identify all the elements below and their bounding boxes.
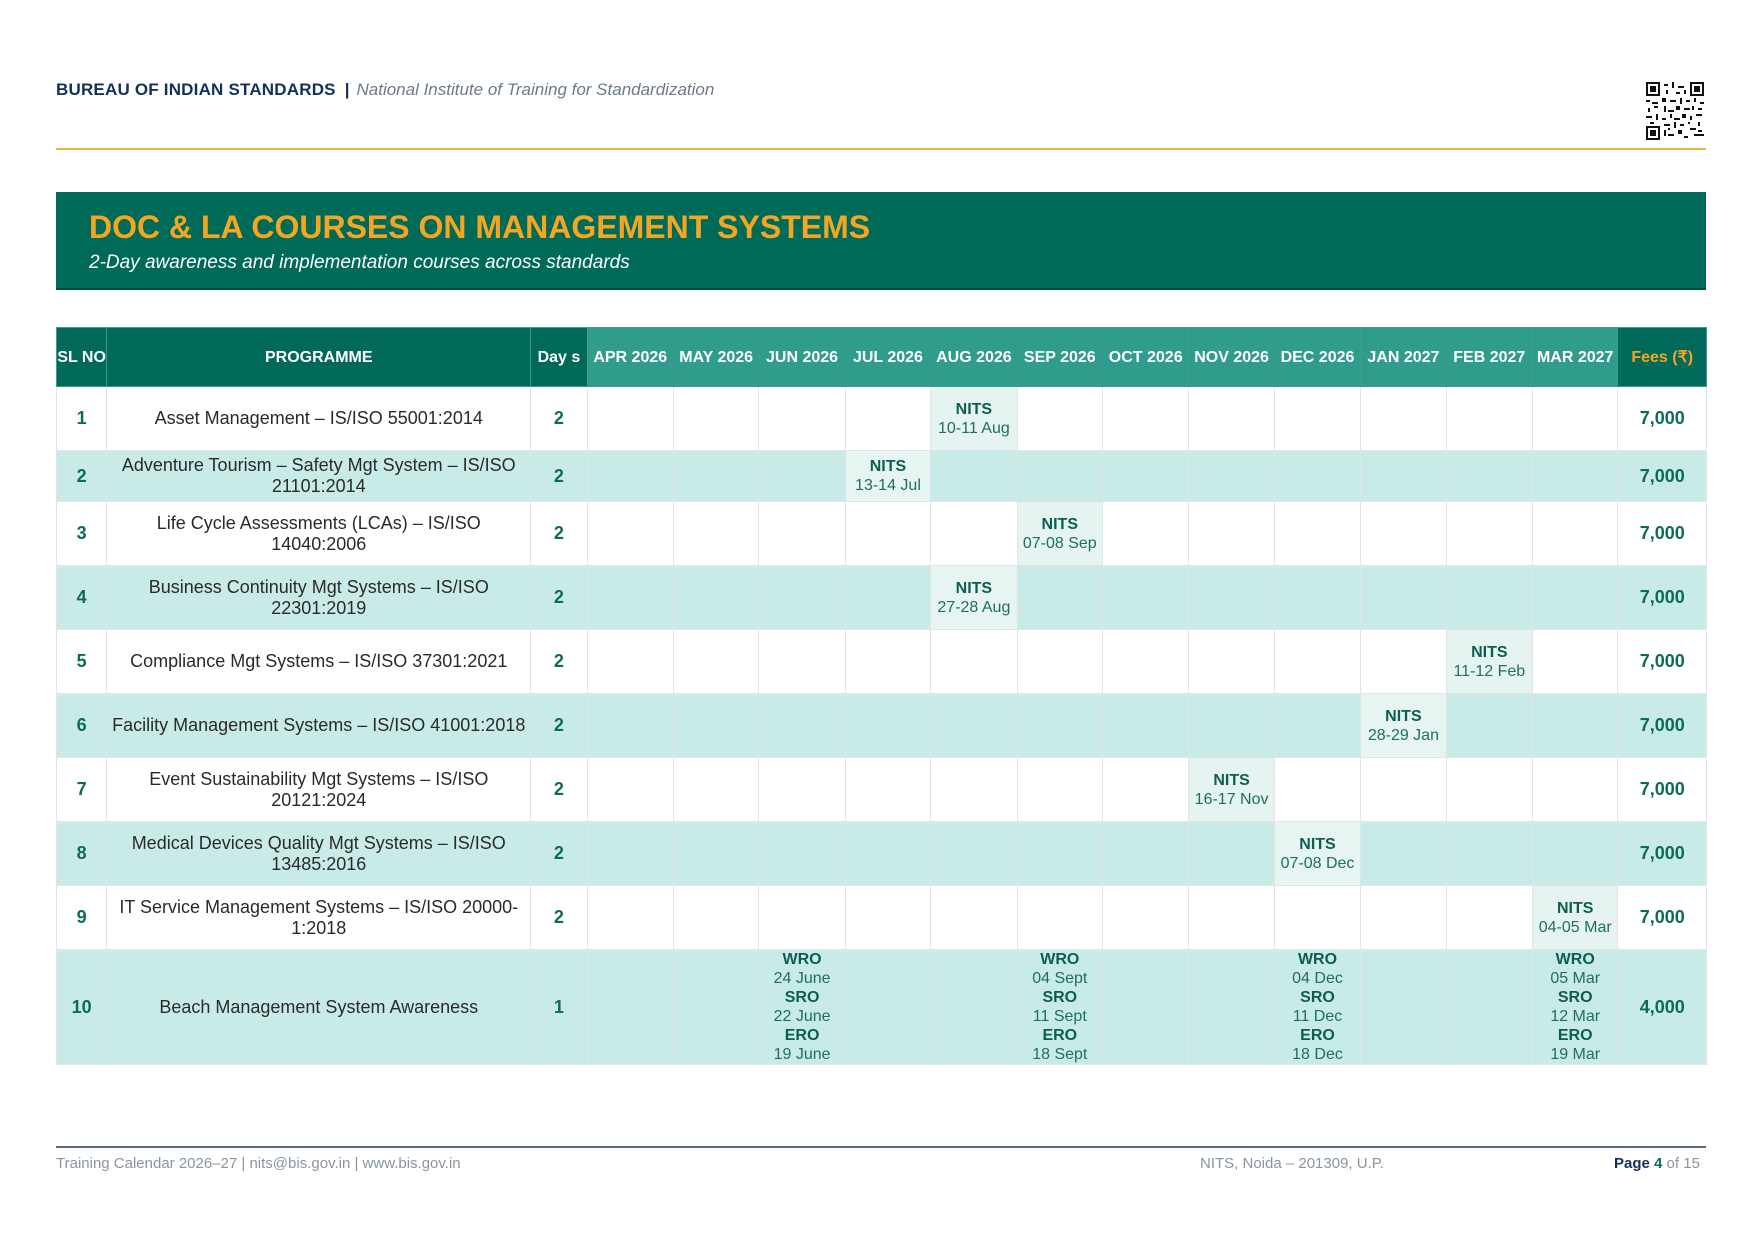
schedule-cell [673, 694, 758, 758]
schedule-cell [931, 886, 1017, 950]
session-date: 12 Mar [1550, 1008, 1601, 1025]
schedule-cell [1533, 566, 1618, 630]
schedule-cell [1274, 758, 1360, 822]
schedule-cell [673, 451, 758, 502]
schedule-cell [587, 630, 673, 694]
table-row [57, 694, 1707, 758]
schedule-cell [759, 694, 845, 758]
schedule-cell [1102, 758, 1188, 822]
session-date: 11-12 Feb [1453, 662, 1526, 680]
schedule-cell [1017, 630, 1102, 694]
venue-label: NITS [1299, 835, 1336, 853]
schedule-cell [1361, 566, 1446, 630]
institute-name: National Institute of Training for Standardization [356, 80, 715, 99]
schedule-cell [1102, 822, 1188, 886]
row-days: 2 [531, 630, 587, 694]
schedule-cell [931, 566, 1017, 630]
row-days: 2 [531, 451, 587, 502]
schedule-cell [587, 387, 673, 451]
venue-label: NITS [955, 400, 993, 418]
schedule-cell [1361, 630, 1446, 694]
venue-label: ERO [1300, 1027, 1335, 1044]
schedule-cell [587, 886, 673, 950]
schedule-cell [931, 822, 1017, 886]
schedule-cell [845, 758, 930, 822]
header-month: JAN 2027 [1361, 328, 1446, 387]
training-calendar-table [56, 327, 1707, 1065]
schedule-cell [1189, 758, 1274, 822]
session-date: 05 Mar [1550, 970, 1601, 987]
schedule-cell [1533, 822, 1618, 886]
session-date: 28-29 Jan [1367, 726, 1439, 744]
venue-label: NITS [1385, 707, 1422, 725]
schedule-cell [1533, 387, 1618, 451]
schedule-cell [1533, 630, 1618, 694]
schedule-cell [1446, 950, 1532, 1065]
schedule-cell [759, 630, 845, 694]
schedule-cell [587, 694, 673, 758]
schedule-cell [1189, 566, 1274, 630]
row-programme: Medical Devices Quality Mgt Systems – IS/ISO 13485:2016 [107, 822, 531, 886]
table-row [57, 387, 1707, 451]
row-fees: 7,000 [1618, 630, 1707, 694]
schedule-cell [845, 886, 930, 950]
schedule-cell [1361, 886, 1446, 950]
row-programme: Business Continuity Mgt Systems – IS/ISO 22301:2019 [107, 566, 531, 630]
schedule-cell [759, 822, 845, 886]
venue-label: NITS [1556, 899, 1594, 917]
session-date: 11 Sept [1032, 1008, 1087, 1025]
schedule-cell [759, 886, 845, 950]
table-row [57, 758, 1707, 822]
table-row [57, 950, 1707, 1065]
header-divider [56, 148, 1706, 150]
schedule-cell [845, 566, 930, 630]
page-number: 4 [1654, 1155, 1663, 1172]
schedule-cell [931, 630, 1017, 694]
row-days: 1 [531, 950, 587, 1065]
session-date: 18 Dec [1292, 1046, 1343, 1063]
row-sl-no: 3 [57, 502, 107, 566]
row-fees: 7,000 [1618, 451, 1707, 502]
schedule-cell [1274, 566, 1360, 630]
row-sl-no: 10 [57, 950, 107, 1065]
venue-label: SRO [1557, 989, 1593, 1006]
row-sl-no: 7 [57, 758, 107, 822]
schedule-cell [845, 950, 930, 1065]
schedule-cell [845, 387, 930, 451]
schedule-cell [1102, 950, 1188, 1065]
session-date: 11 Dec [1292, 1008, 1343, 1025]
schedule-cell [1274, 694, 1360, 758]
row-days: 2 [531, 758, 587, 822]
venue-label: WRO [782, 951, 822, 968]
header-month: OCT 2026 [1102, 328, 1188, 387]
page-indicator [1614, 1155, 1700, 1172]
row-programme: Life Cycle Assessments (LCAs) – IS/ISO 14040:2006 [107, 502, 531, 566]
schedule-cell [931, 502, 1017, 566]
session-date: 22 June [773, 1008, 831, 1025]
row-days: 2 [531, 502, 587, 566]
row-programme: Asset Management – IS/ISO 55001:2014 [107, 387, 531, 451]
schedule-cell [1446, 630, 1532, 694]
header-month: APR 2026 [587, 328, 673, 387]
table-row [57, 502, 1707, 566]
header-separator: | [344, 80, 350, 99]
schedule-cell [759, 387, 845, 451]
session-date: 24 June [773, 970, 831, 987]
schedule-cell [1017, 758, 1102, 822]
table-header-row [57, 328, 1707, 387]
schedule-cell [1189, 451, 1274, 502]
schedule-cell [1017, 886, 1102, 950]
schedule-cell [1017, 387, 1102, 451]
schedule-cell [673, 950, 758, 1065]
venue-label: NITS [1471, 643, 1508, 661]
section-subtitle: 2-Day awareness and implementation courses across standards [89, 252, 630, 273]
schedule-cell [587, 502, 673, 566]
header-month: JUL 2026 [845, 328, 930, 387]
schedule-cell [1361, 502, 1446, 566]
schedule-cell [845, 694, 930, 758]
schedule-cell [1102, 566, 1188, 630]
row-fees: 7,000 [1618, 694, 1707, 758]
schedule-cell [1274, 822, 1360, 886]
row-days: 2 [531, 694, 587, 758]
table-row [57, 886, 1707, 950]
row-days: 2 [531, 566, 587, 630]
row-fees: 7,000 [1618, 822, 1707, 886]
schedule-cell [1446, 566, 1532, 630]
venue-label: SRO [784, 989, 820, 1006]
schedule-cell [1533, 502, 1618, 566]
schedule-cell [931, 950, 1017, 1065]
schedule-cell [1189, 387, 1274, 451]
schedule-cell [1102, 387, 1188, 451]
venue-label: NITS [1213, 771, 1250, 789]
row-programme: Compliance Mgt Systems – IS/ISO 37301:2021 [107, 630, 531, 694]
header-month: FEB 2027 [1446, 328, 1532, 387]
schedule-cell [1446, 758, 1532, 822]
row-programme: Event Sustainability Mgt Systems – IS/ISO 20121:2024 [107, 758, 531, 822]
schedule-cell [587, 822, 673, 886]
row-programme: Adventure Tourism – Safety Mgt System – IS/ISO 21101:2014 [107, 451, 531, 502]
row-fees: 7,000 [1618, 502, 1707, 566]
schedule-cell [1274, 950, 1360, 1065]
row-fees: 7,000 [1618, 566, 1707, 630]
schedule-cell [1446, 451, 1532, 502]
page-label: Page [1614, 1155, 1650, 1172]
schedule-cell [1361, 694, 1446, 758]
row-sl-no: 1 [57, 387, 107, 451]
table-row [57, 566, 1707, 630]
schedule-cell [1533, 758, 1618, 822]
schedule-cell [1017, 694, 1102, 758]
schedule-cell [759, 502, 845, 566]
schedule-cell [1361, 822, 1446, 886]
schedule-cell [1274, 502, 1360, 566]
header-month: SEP 2026 [1017, 328, 1102, 387]
venue-label: SRO [1042, 989, 1078, 1006]
row-days: 2 [531, 387, 587, 451]
schedule-cell [1189, 950, 1274, 1065]
schedule-cell [673, 566, 758, 630]
schedule-cell [1533, 451, 1618, 502]
row-sl-no: 9 [57, 886, 107, 950]
venue-label: NITS [869, 458, 907, 475]
schedule-cell [1189, 886, 1274, 950]
schedule-cell [845, 502, 930, 566]
table-row [57, 451, 1707, 502]
venue-label: WRO [1555, 951, 1595, 968]
schedule-cell [673, 387, 758, 451]
footer-address: NITS, Noida – 201309, U.P. [1200, 1155, 1384, 1172]
schedule-cell [673, 822, 758, 886]
row-days: 2 [531, 822, 587, 886]
schedule-cell [1361, 387, 1446, 451]
row-fees: 7,000 [1618, 758, 1707, 822]
row-fees: 7,000 [1618, 886, 1707, 950]
schedule-cell [1102, 694, 1188, 758]
schedule-cell [1446, 502, 1532, 566]
row-programme: Beach Management System Awareness [107, 950, 531, 1065]
venue-label: SRO [1300, 989, 1335, 1006]
header-sl-no: SL NO [57, 328, 107, 387]
venue-label: ERO [1557, 1027, 1593, 1044]
schedule-cell [587, 950, 673, 1065]
schedule-cell [931, 451, 1017, 502]
header-month: DEC 2026 [1274, 328, 1360, 387]
schedule-cell [1274, 451, 1360, 502]
schedule-cell [845, 451, 930, 502]
session-date: 13-14 Jul [855, 477, 921, 494]
schedule-cell [845, 630, 930, 694]
schedule-cell [673, 758, 758, 822]
schedule-cell [587, 451, 673, 502]
section-banner [56, 192, 1706, 290]
header-month: AUG 2026 [931, 328, 1017, 387]
schedule-cell [931, 758, 1017, 822]
row-fees: 4,000 [1618, 950, 1707, 1065]
schedule-cell [1274, 387, 1360, 451]
venue-label: ERO [1042, 1027, 1078, 1044]
table-row [57, 822, 1707, 886]
row-days: 2 [531, 886, 587, 950]
session-date: 07-08 Sep [1022, 534, 1097, 552]
section-title: DOC & LA COURSES ON MANAGEMENT SYSTEMS [89, 209, 871, 245]
row-sl-no: 4 [57, 566, 107, 630]
venue-label: NITS [1041, 515, 1078, 533]
schedule-cell [673, 502, 758, 566]
row-sl-no: 8 [57, 822, 107, 886]
schedule-cell [1533, 694, 1618, 758]
schedule-cell [1361, 451, 1446, 502]
row-sl-no: 6 [57, 694, 107, 758]
session-date: 18 Sept [1032, 1046, 1088, 1063]
schedule-cell [759, 566, 845, 630]
venue-label: WRO [1297, 951, 1338, 968]
schedule-cell [1102, 451, 1188, 502]
schedule-cell [1533, 886, 1618, 950]
schedule-cell [931, 387, 1017, 451]
schedule-cell [1189, 630, 1274, 694]
row-programme: IT Service Management Systems – IS/ISO 20000-1:2018 [107, 886, 531, 950]
footer-contact: Training Calendar 2026–27 | nits@bis.gov.in | www.bis.gov.in [56, 1155, 461, 1172]
schedule-cell [587, 566, 673, 630]
schedule-cell [1446, 822, 1532, 886]
session-date: 19 June [773, 1046, 831, 1063]
schedule-cell [1446, 694, 1532, 758]
schedule-cell [673, 886, 758, 950]
session-date: 04 Sept [1032, 970, 1088, 987]
qr-code-icon [1646, 82, 1704, 140]
page-total: of 15 [1666, 1155, 1700, 1172]
schedule-cell [1017, 822, 1102, 886]
schedule-cell [1189, 822, 1274, 886]
footer-divider [56, 1146, 1706, 1148]
session-date: 19 Mar [1550, 1046, 1601, 1063]
row-fees: 7,000 [1618, 387, 1707, 451]
schedule-cell [1102, 502, 1188, 566]
header-month: NOV 2026 [1189, 328, 1274, 387]
schedule-cell [587, 758, 673, 822]
schedule-cell [1446, 387, 1532, 451]
schedule-cell [759, 758, 845, 822]
row-programme: Facility Management Systems – IS/ISO 41001:2018 [107, 694, 531, 758]
header-programme: PROGRAMME [107, 328, 531, 387]
schedule-cell [1102, 886, 1188, 950]
venue-label: NITS [955, 579, 993, 597]
schedule-cell [1533, 950, 1618, 1065]
schedule-cell [759, 950, 845, 1065]
org-name: BUREAU OF INDIAN STANDARDS [56, 80, 336, 99]
schedule-cell [1274, 886, 1360, 950]
header-fees: Fees (₹) [1618, 328, 1707, 387]
header-month: MAY 2026 [673, 328, 758, 387]
header-days: Day s [531, 328, 587, 387]
header-month: JUN 2026 [759, 328, 845, 387]
header-month: MAR 2027 [1533, 328, 1618, 387]
schedule-cell [1274, 630, 1360, 694]
session-date: 04-05 Mar [1538, 918, 1612, 936]
session-date: 10-11 Aug [937, 419, 1010, 437]
table-row [57, 630, 1707, 694]
session-date: 16-17 Nov [1194, 790, 1269, 808]
page-header [56, 80, 714, 100]
schedule-cell [1017, 451, 1102, 502]
session-date: 27-28 Aug [937, 598, 1011, 616]
schedule-cell [1017, 502, 1102, 566]
schedule-cell [673, 630, 758, 694]
schedule-cell [1102, 630, 1188, 694]
row-sl-no: 5 [57, 630, 107, 694]
schedule-cell [1446, 886, 1532, 950]
schedule-cell [1361, 950, 1446, 1065]
session-date: 04 Dec [1292, 970, 1343, 987]
schedule-cell [1361, 758, 1446, 822]
session-date: 07-08 Dec [1280, 854, 1355, 872]
schedule-cell [845, 822, 930, 886]
row-sl-no: 2 [57, 451, 107, 502]
schedule-cell [1017, 950, 1102, 1065]
venue-label: WRO [1040, 951, 1080, 968]
schedule-cell [1189, 694, 1274, 758]
schedule-cell [1189, 502, 1274, 566]
schedule-cell [931, 694, 1017, 758]
schedule-cell [759, 451, 845, 502]
venue-label: ERO [784, 1027, 820, 1044]
schedule-cell [1017, 566, 1102, 630]
